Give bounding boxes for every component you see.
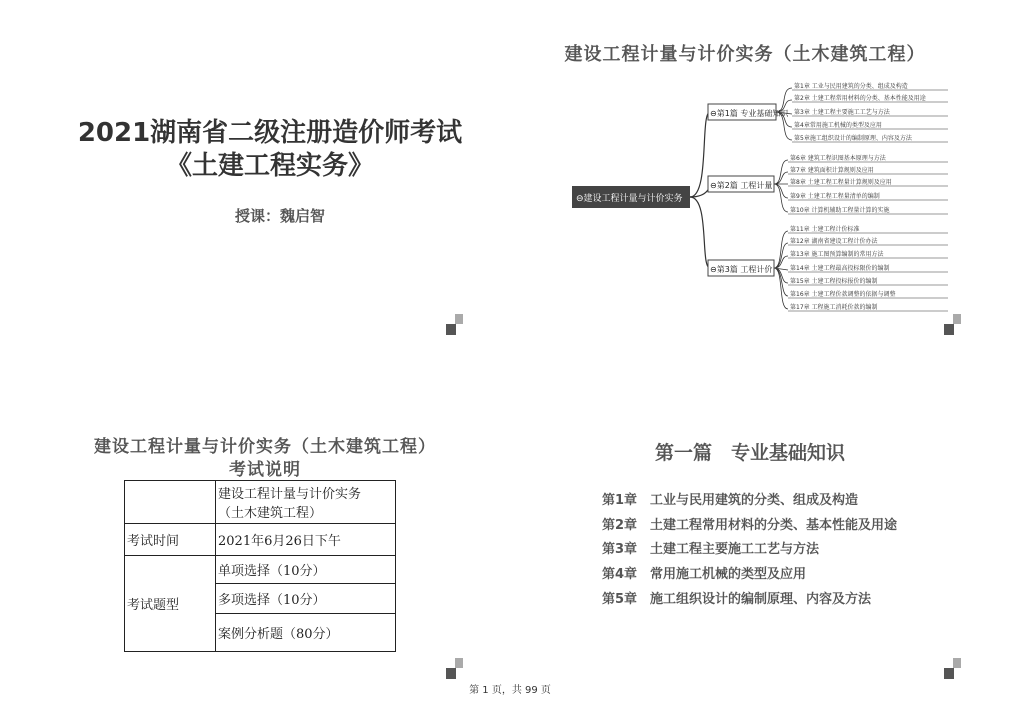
mindmap-link-3 — [690, 197, 710, 268]
mindmap-b1-item-2: 第2章 土建工程常用材料的分类、基本性能及用途 — [794, 95, 926, 102]
chapter-text: 土建工程常用材料的分类、基本性能及用途 — [650, 518, 898, 533]
table-row — [125, 556, 396, 584]
exam-title-line2: 考试说明 — [229, 460, 301, 480]
chapter-text: 土建工程主要施工工艺与方法 — [650, 542, 820, 557]
chapter-num: 第2章 — [602, 518, 638, 533]
mindmap-b3-item-5: 第15章 土建工程投标报价的编制 — [790, 278, 878, 285]
mindmap-b2-item-3: 第8章 土建工程工程量计算规则及应用 — [790, 179, 892, 186]
time-label: 考试时间 — [125, 524, 216, 556]
chapter-num: 第4章 — [602, 567, 638, 582]
mindmap-b3-item-4: 第14章 土建工程最高投标限价的编制 — [790, 265, 890, 272]
mindmap-branch-2-label: ⊖第2篇 工程计量 — [710, 181, 773, 190]
mindmap-b3-item-2: 第12章 湖南省建设工程计价办法 — [790, 238, 878, 245]
chapter-item-1 — [602, 489, 858, 508]
chapter-text: 工业与民用建筑的分类、组成及构造 — [650, 493, 859, 508]
table-row — [125, 524, 396, 556]
mindmap-b1-item-3: 第3章 土建工程主要施工工艺与方法 — [794, 109, 890, 116]
chapter-num: 第5章 — [602, 592, 638, 607]
part1-title: 第一篇 专业基础知识 — [654, 442, 845, 464]
type-case: 案例分析题（80分） — [216, 614, 396, 652]
type-multiple: 多项选择（10分） — [216, 584, 396, 614]
mindmap-link-1 — [690, 112, 710, 197]
mindmap-b2-item-1: 第6章 建筑工程识图基本原理与方法 — [790, 155, 886, 162]
corner-mark-icon — [446, 320, 462, 336]
mindmap-b1-item-5: 第5章施工组织设计的编制原理、内容及方法 — [794, 135, 912, 142]
type-label: 考试题型 — [125, 556, 216, 652]
mindmap-b3-item-7: 第17章 工程施工消耗价款的编制 — [790, 304, 878, 311]
exam-info-table — [124, 480, 396, 652]
subject-label-cell — [125, 481, 216, 524]
exam-title-line1: 建设工程计量与计价实务（土木建筑工程） — [94, 437, 436, 457]
chapter-text: 常用施工机械的类型及应用 — [650, 567, 807, 582]
time-value: 2021年6月26日下午 — [216, 524, 396, 556]
corner-mark-icon — [944, 320, 960, 336]
mindmap-b2-item-5: 第10章 计算机辅助工程量计算的实施 — [790, 207, 890, 214]
mindmap-diagram — [560, 76, 960, 316]
subject-line1: 建设工程计量与计价实务 — [218, 487, 362, 502]
page-footer: 第 1 页，共 99 页 — [469, 685, 551, 696]
chapter-num: 第3章 — [602, 542, 638, 557]
table-row — [125, 481, 396, 524]
chapter-item-3 — [602, 538, 819, 557]
mindmap-branch-1-label: ⊖第1篇 专业基础知识 — [710, 109, 789, 118]
cover-title-line1: 2021湖南省二级注册造价师考试 — [77, 118, 463, 148]
chapter-item-4 — [602, 563, 806, 582]
mindmap-b1-item-1: 第1章 工业与民用建筑的分类、组成及构造 — [794, 83, 908, 90]
chapter-text: 施工组织设计的编制原理、内容及方法 — [650, 592, 872, 607]
chapter-item-5 — [602, 588, 871, 607]
cover-title-line2: 《土建工程实务》 — [165, 151, 374, 181]
mindmap-b3-item-3: 第13章 施工图预算编制的常用方法 — [790, 251, 884, 258]
corner-mark-icon — [944, 664, 960, 680]
mindmap-b3-item-6: 第16章 土建工程价款调整的依据与调整 — [790, 291, 896, 298]
chapter-num: 第1章 — [602, 493, 638, 508]
subject-cell — [216, 481, 396, 524]
cover-lecturer: 授课：魏启智 — [234, 207, 325, 225]
mindmap-b2-item-2: 第7章 建筑面积计算规则及应用 — [790, 167, 874, 174]
mindmap-b2-item-4: 第9章 土建工程工程量清单的编制 — [790, 193, 880, 200]
mindmap-branch-3-label: ⊖第3篇 工程计价 — [710, 265, 773, 274]
type-single: 单项选择（10分） — [216, 556, 396, 584]
subject-line2: （土木建筑工程） — [218, 506, 323, 521]
chapter-item-2 — [602, 514, 897, 533]
mindmap-heading: 建设工程计量与计价实务（土木建筑工程） — [564, 44, 926, 65]
mindmap-b3-item-1: 第11章 土建工程计价标准 — [790, 226, 860, 233]
mindmap-b1-item-4: 第4章常用施工机械的类型及应用 — [794, 122, 882, 129]
corner-mark-icon — [446, 664, 462, 680]
mindmap-root-label: ⊖建设工程计量与计价实务 — [576, 194, 683, 204]
